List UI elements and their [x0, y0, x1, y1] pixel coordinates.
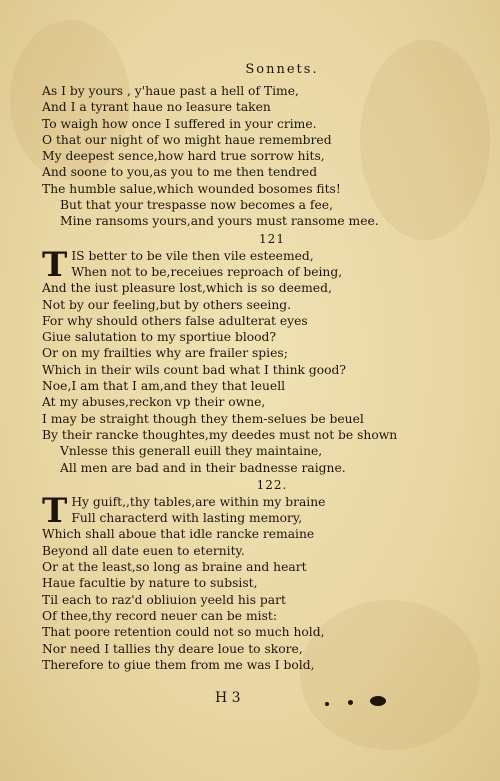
verse-line: Which shall aboue that idle rancke remaine	[42, 527, 315, 542]
sonnet-122	[42, 494, 482, 673]
verse-line: Til each to raz'd obliuion yeeld his part	[42, 592, 286, 607]
verse-line: Nor need I tallies thy deare loue to skore,	[42, 641, 303, 656]
verse-line: When not to be,receiues reproach of being,	[71, 264, 343, 279]
verse-line: By their rancke thoughtes,my deedes must not be shown	[42, 427, 398, 442]
verse-line: And the iust pleasure lost,which is so deemed,	[42, 281, 332, 296]
verse-line: Haue facultie by nature to subsist,	[42, 576, 258, 591]
verse-line: The humble salue,which wounded bosomes fits!	[42, 181, 341, 196]
ink-blot	[325, 702, 329, 706]
verse-line: Therefore to giue them from me was I bold,	[42, 657, 315, 672]
verse-line: Noe,I am that I am,and they that leuell	[42, 379, 286, 394]
verse-line: At my abuses,reckon vp their owne,	[42, 395, 266, 410]
verse-line: I may be straight though they them-selues be beuel	[42, 411, 364, 426]
verse-line: That poore retention could not so much hold,	[42, 625, 325, 640]
verse-line: Beyond all date euen to eternity.	[42, 543, 245, 558]
running-header: Sonnets.	[245, 62, 319, 77]
page-text	[42, 62, 482, 673]
verse-line: Or on my frailties why are frailer spies;	[42, 346, 288, 361]
verse-line: Vnlesse this generall euill they maintaine,	[60, 444, 323, 459]
ink-blot	[370, 696, 386, 706]
verse-line: Not by our feeling,but by others seeing.	[42, 297, 292, 312]
signature-mark: H 3	[215, 690, 241, 706]
verse-line: But that your trespasse now becomes a fee,	[60, 198, 333, 213]
verse-line: Or at the least,so long as braine and heart	[42, 560, 307, 575]
verse-line: Hy guift,,thy tables,are within my braine	[71, 494, 326, 509]
drop-cap: T	[42, 247, 68, 285]
verse-line: O that our night of wo might haue remembred	[42, 132, 332, 147]
verse-line: Mine ransoms yours,and yours must ransome mee.	[60, 214, 379, 229]
verse-line: For why should others false adulterat eyes	[42, 313, 308, 328]
verse-line: To waigh how once I suffered in your crime.	[42, 116, 317, 131]
verse-line: Which in their wils count bad what I think good?	[42, 362, 347, 377]
drop-cap: T	[42, 493, 68, 531]
verse-line: Giue salutation to my sportiue blood?	[42, 330, 277, 345]
verse-line: Full characterd with lasting memory,	[71, 511, 303, 526]
verse-line: My deepest sence,how hard true sorrow hits,	[42, 149, 325, 164]
sonnet-number-121: 121	[259, 231, 285, 246]
verse-line: And I a tyrant haue no leasure taken	[42, 100, 271, 115]
sonnet-number-122: 122.	[256, 477, 288, 492]
verse-line: Of thee,thy record neuer can be mist:	[42, 608, 277, 623]
ink-blot	[348, 700, 353, 705]
sonnet-120-end	[42, 83, 482, 230]
verse-line: All men are bad and in their badnesse raigne.	[60, 460, 346, 475]
verse-line: And soone to you,as you to me then tendred	[42, 165, 318, 180]
verse-line: As I by yours , y'haue past a hell of Time,	[42, 84, 299, 98]
verse-line: IS better to be vile then vile esteemed,	[71, 248, 314, 263]
sonnet-121	[42, 248, 482, 476]
